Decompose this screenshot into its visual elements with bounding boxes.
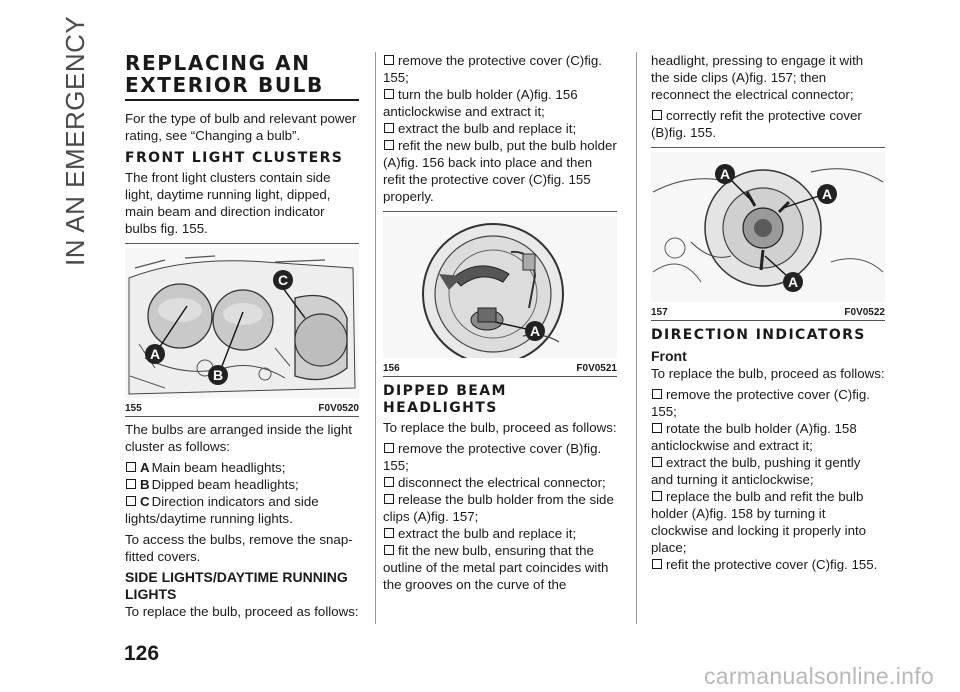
step-text: correctly refit the protective cover (B)fig. 155. <box>651 108 862 140</box>
step-text: rotate the bulb holder (A)fig. 158 anticlockwise and extract it; <box>651 421 857 453</box>
list-item <box>125 459 359 476</box>
list-item <box>651 488 885 556</box>
list-item <box>383 137 617 205</box>
heading-side-lights: SIDE LIGHTS/DAYTIME RUNNING LIGHTS <box>125 569 348 602</box>
checkbox-bullet-icon <box>384 443 394 453</box>
watermark: carmanualsonline.info <box>703 663 934 689</box>
figure-code: F0V0521 <box>576 363 617 374</box>
checkbox-bullet-icon <box>652 491 662 501</box>
list-item <box>125 476 359 493</box>
checkbox-bullet-icon <box>384 545 394 555</box>
item-letter: A <box>140 460 150 475</box>
steps-list-continued <box>651 107 885 141</box>
intro-text: For the type of bulb and relevant power rating, see “Changing a bulb”. <box>125 111 357 143</box>
figure-number: 156 <box>383 363 400 374</box>
column-divider <box>636 52 637 624</box>
figure-label-a: A <box>821 186 833 202</box>
step-text: release the bulb holder from the side clips (A)fig. 157; <box>383 492 614 524</box>
list-item <box>383 86 617 120</box>
heading-dipped-beam: DIPPED BEAM HEADLIGHTS <box>383 383 507 416</box>
list-item <box>383 474 617 491</box>
bulb-holder-illustration <box>383 216 617 358</box>
page-title <box>125 52 359 96</box>
list-item <box>383 525 617 542</box>
list-item <box>651 454 885 488</box>
step-text: remove the protective cover (C)fig. 155; <box>651 387 870 419</box>
figure-code: F0V0522 <box>844 307 885 318</box>
item-text: Main beam headlights; <box>151 460 286 475</box>
list-item <box>651 107 885 141</box>
checkbox-bullet-icon <box>384 477 394 487</box>
checkbox-bullet-icon <box>126 479 136 489</box>
column-1 <box>125 52 359 624</box>
checkbox-bullet-icon <box>384 528 394 538</box>
headlight-cluster-illustration <box>125 248 359 398</box>
side-lights-text: To replace the bulb, proceed as follows: <box>125 604 359 619</box>
step-text: disconnect the electrical connector; <box>398 475 606 490</box>
figure-155-caption <box>125 402 359 417</box>
figure-code: F0V0520 <box>318 403 359 414</box>
list-item <box>383 491 617 525</box>
figure-number: 155 <box>125 403 142 414</box>
checkbox-bullet-icon <box>652 423 662 433</box>
heading-direction-indicators: DIRECTION INDICATORS <box>651 327 866 343</box>
checkbox-bullet-icon <box>384 140 394 150</box>
step-text: remove the protective cover (B)fig. 155; <box>383 441 602 473</box>
figure-157 <box>651 147 885 302</box>
step-text: turn the bulb holder (A)fig. 156 anticlockwise and extract it; <box>383 87 578 119</box>
dipped-beam-text: To replace the bulb, proceed as follows: <box>383 420 617 435</box>
heading-front: Front <box>651 348 687 364</box>
steps-list-side-lights <box>383 52 617 205</box>
figure-label-a: A <box>719 166 731 182</box>
column-3 <box>651 52 885 577</box>
access-text: To access the bulbs, remove the snap-fitted covers. <box>125 532 353 564</box>
figure-label-a: A <box>149 346 161 362</box>
heading-front-light-clusters: FRONT LIGHT CLUSTERS <box>125 150 344 166</box>
arranged-text: The bulbs are arranged inside the light cluster as follows: <box>125 422 352 454</box>
column-2 <box>383 52 617 597</box>
step-text: extract the bulb, pushing it gently and turning it anticlockwise; <box>651 455 861 487</box>
page-title-line2: EXTERIOR BULB <box>125 73 324 97</box>
step-text: remove the protective cover (C)fig. 155; <box>383 53 602 85</box>
steps-list-dipped <box>383 440 617 593</box>
checkbox-bullet-icon <box>126 496 136 506</box>
step-text: refit the protective cover (C)fig. 155. <box>666 557 878 572</box>
checkbox-bullet-icon <box>652 559 662 569</box>
item-text: Dipped beam headlights; <box>151 477 299 492</box>
checkbox-bullet-icon <box>384 123 394 133</box>
list-item <box>125 493 359 527</box>
list-item <box>651 420 885 454</box>
step-text: fit the new bulb, ensuring that the outline of the metal part coincides with the grooves on the curve of the <box>383 543 609 592</box>
figure-label-a: A <box>529 323 541 339</box>
list-item <box>651 386 885 420</box>
checkbox-bullet-icon <box>126 462 136 472</box>
list-item <box>383 440 617 474</box>
list-item <box>383 542 617 593</box>
figure-number: 157 <box>651 307 668 318</box>
front-clusters-text: The front light clusters contain side light, daytime running light, dipped, main beam and direction indicator bulbs fig. 155. <box>125 170 331 236</box>
column-divider <box>375 52 376 624</box>
page-number: 126 <box>124 642 160 665</box>
figure-label-a: A <box>787 274 799 290</box>
figure-157-caption <box>651 306 885 321</box>
step-text: replace the bulb and refit the bulb holder (A)fig. 158 by turning it clockwise and locking it properly into place; <box>651 489 867 555</box>
page-title-line1: REPLACING AN <box>125 51 311 75</box>
title-rule <box>125 99 359 101</box>
list-item <box>383 52 617 86</box>
checkbox-bullet-icon <box>652 389 662 399</box>
bulb-list <box>125 459 359 527</box>
steps-list-front-indicators <box>651 386 885 573</box>
item-letter: C <box>140 494 150 509</box>
list-item <box>383 120 617 137</box>
continued-text: headlight, pressing to engage it with the side clips (A)fig. 157; then reconnect the electrical connector; <box>651 53 864 102</box>
item-letter: B <box>140 477 150 492</box>
step-text: extract the bulb and replace it; <box>398 526 577 541</box>
figure-label-c: C <box>277 272 289 288</box>
figure-155 <box>125 243 359 398</box>
checkbox-bullet-icon <box>652 457 662 467</box>
section-side-label: IN AN EMERGENCY <box>60 15 90 266</box>
step-text: refit the new bulb, put the bulb holder (A)fig. 156 back into place and then refit the protective cover (C)fig. 155 properly. <box>383 138 617 204</box>
figure-156-caption <box>383 362 617 377</box>
figure-label-b: B <box>212 367 224 383</box>
checkbox-bullet-icon <box>384 55 394 65</box>
step-text: extract the bulb and replace it; <box>398 121 577 136</box>
checkbox-bullet-icon <box>652 110 662 120</box>
item-text: Direction indicators and side lights/daytime running lights. <box>125 494 319 526</box>
checkbox-bullet-icon <box>384 89 394 99</box>
list-item <box>651 556 885 573</box>
side-clips-illustration <box>651 152 885 302</box>
front-indicators-text: To replace the bulb, proceed as follows: <box>651 366 885 381</box>
figure-156 <box>383 211 617 358</box>
checkbox-bullet-icon <box>384 494 394 504</box>
